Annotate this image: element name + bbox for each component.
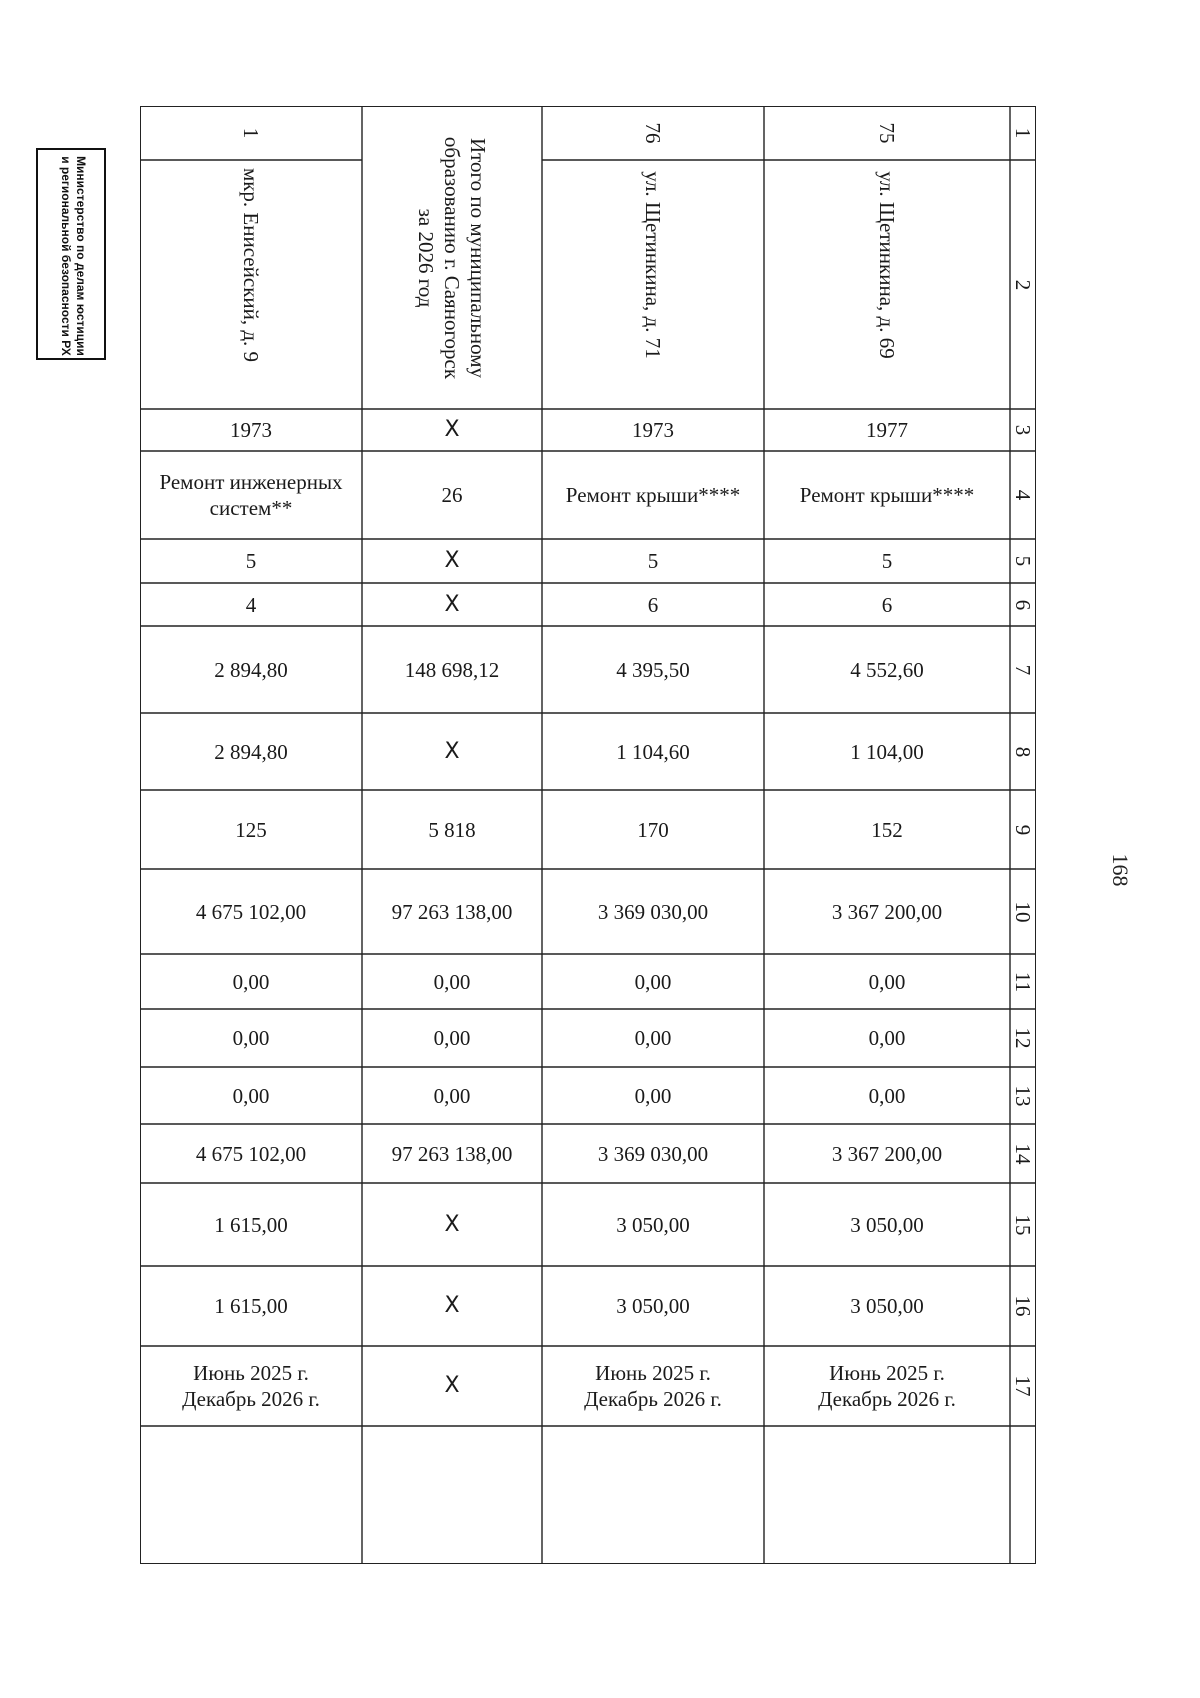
value-cell: 3 050,00 — [850, 1212, 924, 1237]
column-number: 15 — [1011, 1214, 1035, 1235]
value-cell: X — [444, 738, 460, 764]
column-number: 11 — [1011, 971, 1035, 992]
column-number: 6 — [1011, 599, 1035, 610]
value-cell: 4 552,60 — [850, 657, 924, 682]
column-number: 4 — [1011, 489, 1035, 501]
value-cell: 6 — [881, 592, 893, 617]
ministry-stamp — [36, 148, 106, 360]
value-cell: 0,00 — [634, 1083, 672, 1108]
value-cell: X — [444, 1293, 460, 1318]
value-cell: 4 675 102,00 — [195, 1141, 307, 1166]
value-cell: 4 675 102,00 — [195, 899, 307, 924]
value-cell: X — [444, 417, 460, 442]
value-cell: 3 369 030,00 — [597, 1141, 709, 1166]
column-number: 3 — [1011, 424, 1035, 436]
column-number: 13 — [1011, 1085, 1035, 1106]
value-cell: X — [444, 548, 460, 573]
value-cell: 3 369 030,00 — [597, 899, 709, 924]
value-cell: 1973 — [632, 418, 674, 442]
value-cell: 2 894,80 — [214, 657, 288, 682]
value-cell: Ремонт крыши**** — [799, 483, 975, 507]
address-cell: мкр. Енисейский, д. 9 — [239, 167, 263, 363]
value-cell: 3 050,00 — [616, 1212, 690, 1237]
column-number: 16 — [1011, 1295, 1035, 1317]
value-cell: X — [444, 1373, 460, 1398]
value-cell: 3 050,00 — [616, 1294, 690, 1318]
value-cell: 0,00 — [868, 969, 906, 994]
value-cell: 0,00 — [232, 1026, 270, 1050]
value-cell: 5 — [647, 549, 659, 573]
column-number: 9 — [1011, 824, 1035, 835]
value-cell: Ремонт инженерных систем** — [159, 470, 343, 520]
address-cell: ул. Щетинкина, д. 69 — [875, 171, 899, 359]
value-cell: 26 — [441, 483, 463, 507]
column-number: 14 — [1011, 1143, 1035, 1164]
value-cell: 170 — [637, 817, 669, 842]
value-cell: 5 — [881, 549, 893, 573]
row-number: 1 — [239, 127, 263, 139]
value-cell: 0,00 — [433, 1026, 471, 1050]
column-number: 2 — [1011, 279, 1035, 290]
value-cell: 2 894,80 — [214, 739, 288, 764]
value-cell: Июнь 2025 г. Декабрь 2026 г. — [182, 1361, 320, 1411]
value-cell: 152 — [871, 817, 903, 842]
value-cell: 4 — [245, 592, 257, 617]
value-cell: Ремонт крыши**** — [565, 483, 741, 507]
value-cell: 0,00 — [433, 1083, 471, 1108]
value-cell: 4 395,50 — [616, 657, 690, 682]
value-cell: 97 263 138,00 — [391, 1141, 513, 1166]
value-cell: 0,00 — [868, 1083, 906, 1108]
total-label: Итого по муниципальному образованию г. Саяногорск за 2026 год — [414, 136, 490, 379]
column-number: 17 — [1011, 1375, 1035, 1397]
row-number: 75 — [875, 122, 899, 144]
value-cell: 3 367 200,00 — [831, 1141, 943, 1166]
row-number: 76 — [641, 122, 665, 144]
data-table — [140, 106, 1036, 1564]
value-cell: 5 — [245, 549, 257, 573]
value-cell: 1 615,00 — [214, 1294, 288, 1318]
value-cell: 125 — [235, 817, 267, 842]
value-cell: 1 615,00 — [214, 1212, 288, 1237]
value-cell: X — [444, 591, 460, 617]
value-cell: X — [444, 1211, 460, 1237]
value-cell: 0,00 — [868, 1026, 906, 1050]
value-cell: 0,00 — [232, 969, 270, 994]
column-number: 12 — [1011, 1027, 1035, 1049]
value-cell: 0,00 — [232, 1083, 270, 1108]
value-cell: 1977 — [866, 418, 908, 442]
column-number: 5 — [1011, 555, 1035, 567]
column-number: 10 — [1011, 901, 1035, 922]
stamp-text: Министерство по делам юстиции и региональной безопасности РХ — [59, 156, 88, 356]
value-cell: Июнь 2025 г. Декабрь 2026 г. — [818, 1361, 956, 1411]
value-cell: 5 818 — [428, 817, 476, 842]
value-cell: 0,00 — [433, 969, 471, 994]
value-cell: 1973 — [230, 418, 272, 442]
page-number: 168 — [1108, 853, 1133, 887]
value-cell: 1 104,00 — [850, 739, 924, 764]
value-cell: Июнь 2025 г. Декабрь 2026 г. — [584, 1361, 722, 1411]
value-cell: 6 — [647, 592, 659, 617]
value-cell: 148 698,12 — [404, 657, 500, 682]
column-number: 1 — [1011, 127, 1035, 139]
value-cell: 3 367 200,00 — [831, 899, 943, 924]
column-number: 8 — [1011, 746, 1035, 757]
value-cell: 3 050,00 — [850, 1294, 924, 1318]
address-cell: ул. Щетинкина, д. 71 — [641, 171, 665, 359]
value-cell: 0,00 — [634, 1026, 672, 1050]
value-cell: 0,00 — [634, 969, 672, 994]
value-cell: 97 263 138,00 — [391, 899, 513, 924]
value-cell: 1 104,60 — [616, 739, 690, 764]
column-number: 7 — [1011, 664, 1035, 675]
